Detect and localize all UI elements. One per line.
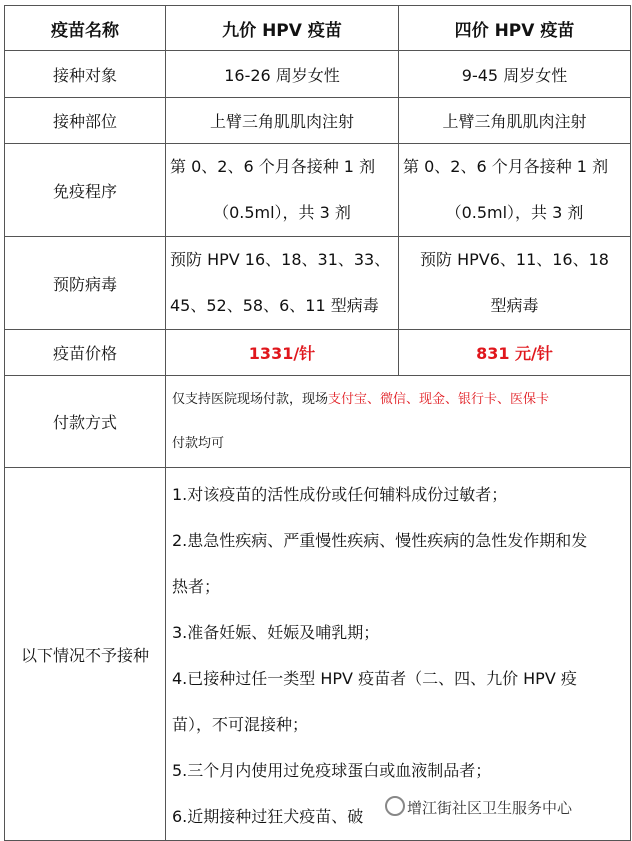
row-label-payment: 付款方式 <box>5 376 166 468</box>
payment-prefix: 仅支持医院现场付款，现场 <box>172 391 329 407</box>
payment-suffix: 付款均可 <box>172 435 225 451</box>
four-valent-schedule-line2: （0.5ml），共 3 剂 <box>445 203 584 222</box>
watermark <box>385 796 625 818</box>
row-label-schedule: 免疫程序 <box>5 144 166 237</box>
four-valent-schedule <box>399 144 631 237</box>
row-label-target: 接种对象 <box>5 51 166 98</box>
nine-valent-virus-line2: 45、52、58、6、11 型病毒 <box>170 296 379 315</box>
nine-valent-schedule-line2: （0.5ml），共 3 剂 <box>213 203 351 222</box>
nine-valent-schedule <box>166 144 399 237</box>
nine-valent-virus-line1: 预防 HPV 16、18、31、33、 <box>170 250 391 269</box>
four-valent-virus <box>399 237 631 330</box>
nine-valent-site: 上臂三角肌肌肉注射 <box>166 98 399 144</box>
contraindication-item: 热者； <box>172 577 221 596</box>
watermark-text: 增江街社区卫生服务中心 <box>407 799 573 817</box>
nine-valent-virus <box>166 237 399 330</box>
four-valent-virus-line2: 型病毒 <box>490 296 539 315</box>
payment-options: 支付宝、微信、现金、银行卡、医保卡 <box>328 391 550 407</box>
contraindication-item: 1.对该疫苗的活性成份或任何辅料成份过敏者； <box>172 485 508 504</box>
header-vaccine-name: 疫苗名称 <box>5 6 166 51</box>
four-valent-site: 上臂三角肌肌肉注射 <box>399 98 631 144</box>
header-nine-valent: 九价 HPV 疫苗 <box>166 6 399 51</box>
four-valent-schedule-line1: 第 0、2、6 个月各接种 1 剂 <box>403 157 609 176</box>
row-label-contraindications: 以下情况不予接种 <box>5 468 166 841</box>
contraindication-item: 3.准备妊娠、妊娠及哺乳期； <box>172 623 380 642</box>
four-valent-price: 831 元/针 <box>399 330 631 376</box>
row-label-price: 疫苗价格 <box>5 330 166 376</box>
nine-valent-price: 1331/针 <box>166 330 399 376</box>
row-label-site: 接种部位 <box>5 98 166 144</box>
contraindication-item: 苗），不可混接种； <box>172 715 309 734</box>
row-label-virus: 预防病毒 <box>5 237 166 330</box>
contraindications-list <box>166 468 631 841</box>
hpv-vaccine-comparison-table <box>4 5 631 841</box>
four-valent-target: 9-45 周岁女性 <box>399 51 631 98</box>
nine-valent-target: 16-26 周岁女性 <box>166 51 399 98</box>
four-valent-virus-line1: 预防 HPV6、11、16、18 <box>420 250 609 269</box>
contraindication-item: 4.已接种过任一类型 HPV 疫苗者（二、四、九价 HPV 疫 <box>172 669 577 688</box>
wechat-icon <box>385 796 405 816</box>
contraindication-item: 5.三个月内使用过免疫球蛋白或血液制品者； <box>172 761 492 780</box>
nine-valent-schedule-line1: 第 0、2、6 个月各接种 1 剂 <box>170 157 376 176</box>
contraindication-item: 6.近期接种过狂犬疫苗、破 <box>172 807 364 826</box>
contraindication-item: 2.患急性疾病、严重慢性疾病、慢性疾病的急性发作期和发 <box>172 531 588 550</box>
header-four-valent: 四价 HPV 疫苗 <box>399 6 631 51</box>
payment-methods <box>166 376 631 468</box>
